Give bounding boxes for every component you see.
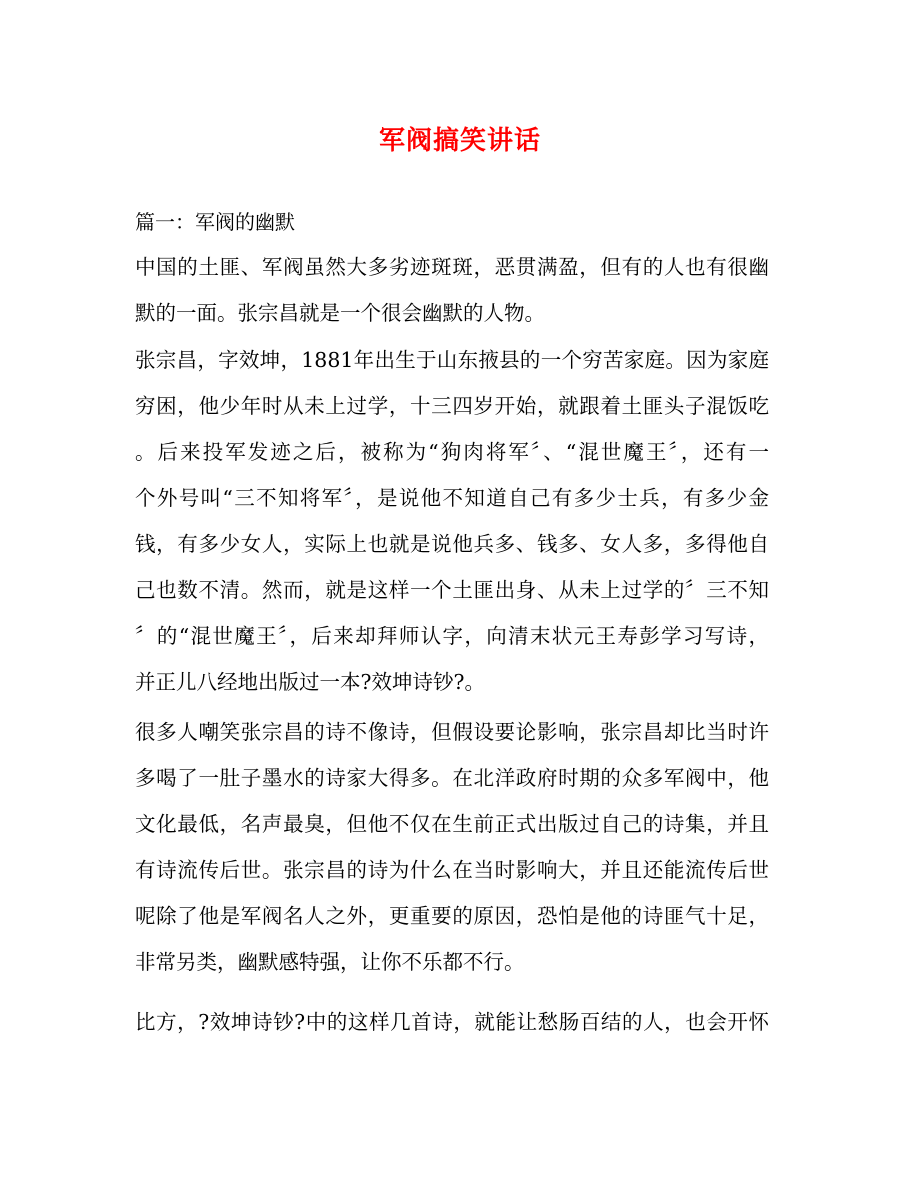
paragraph-3: [135, 717, 785, 993]
paragraph-line: 比方，?效坤诗钞?中的这样几首诗，就能让愁肠百结的人，也会开怀: [135, 1010, 769, 1034]
paragraph-2: [135, 345, 785, 713]
section-heading: 篇一：军阀的幽默: [135, 210, 295, 234]
paragraph-line: 中国的土匪、军阀虽然大多劣迹斑斑，恶贯满盈，但有的人也有很幽: [135, 255, 769, 279]
paragraph-line: 有诗流传后世。张宗昌的诗为什么在当时影响大，并且还能流传后世: [135, 858, 769, 882]
paragraph-line: 钱，有多少女人，实际上也就是说他兵多、钱多、女人多，多得他自: [135, 532, 769, 556]
paragraph-line: 并正儿八经地出版过一本?效坤诗钞?。: [135, 670, 485, 694]
paragraph-line: 穷困，他少年时从未上过学，十三四岁开始，就跟着土匪头子混饭吃: [135, 394, 769, 418]
paragraph-line: 张宗昌，字效坤，1881年出生于山东掖县的一个穷苦家庭。因为家庭: [135, 348, 769, 372]
paragraph-line: 默的一面。张宗昌就是一个很会幽默的人物。: [135, 301, 545, 325]
paragraph-line: 个外号叫“三不知将军〞，是说他不知道自己有多少士兵，有多少金: [135, 486, 769, 510]
paragraph-line: 非常另类，幽默感特强，让你不乐都不行。: [135, 950, 525, 974]
paragraph-4: [135, 1007, 785, 1053]
paragraph-line: 文化最低，名声最臭，但他不仅在生前正式出版过自己的诗集，并且: [135, 812, 769, 836]
paragraph-line: 呢除了他是军阀名人之外，更重要的原因，恐怕是他的诗匪气十足，: [135, 904, 769, 928]
document-title: 军阀搞笑讲话: [378, 126, 541, 156]
paragraph-line: 〞的“混世魔王〞，后来却拜师认字，向清末状元王寿彭学习写诗，: [135, 624, 769, 648]
paragraph-1: [135, 252, 785, 344]
paragraph-line: 。后来投军发迹之后，被称为“狗肉将军〞、“混世魔王〞，还有一: [135, 440, 769, 464]
paragraph-line: 多喝了一肚子墨水的诗家大得多。在北洋政府时期的众多军阀中，他: [135, 766, 769, 790]
paragraph-line: 很多人嘲笑张宗昌的诗不像诗，但假设要论影响，张宗昌却比当时许: [135, 720, 769, 744]
paragraph-line: 己也数不清。然而，就是这样一个土匪出身、从未上过学的〞三不知: [135, 578, 769, 602]
